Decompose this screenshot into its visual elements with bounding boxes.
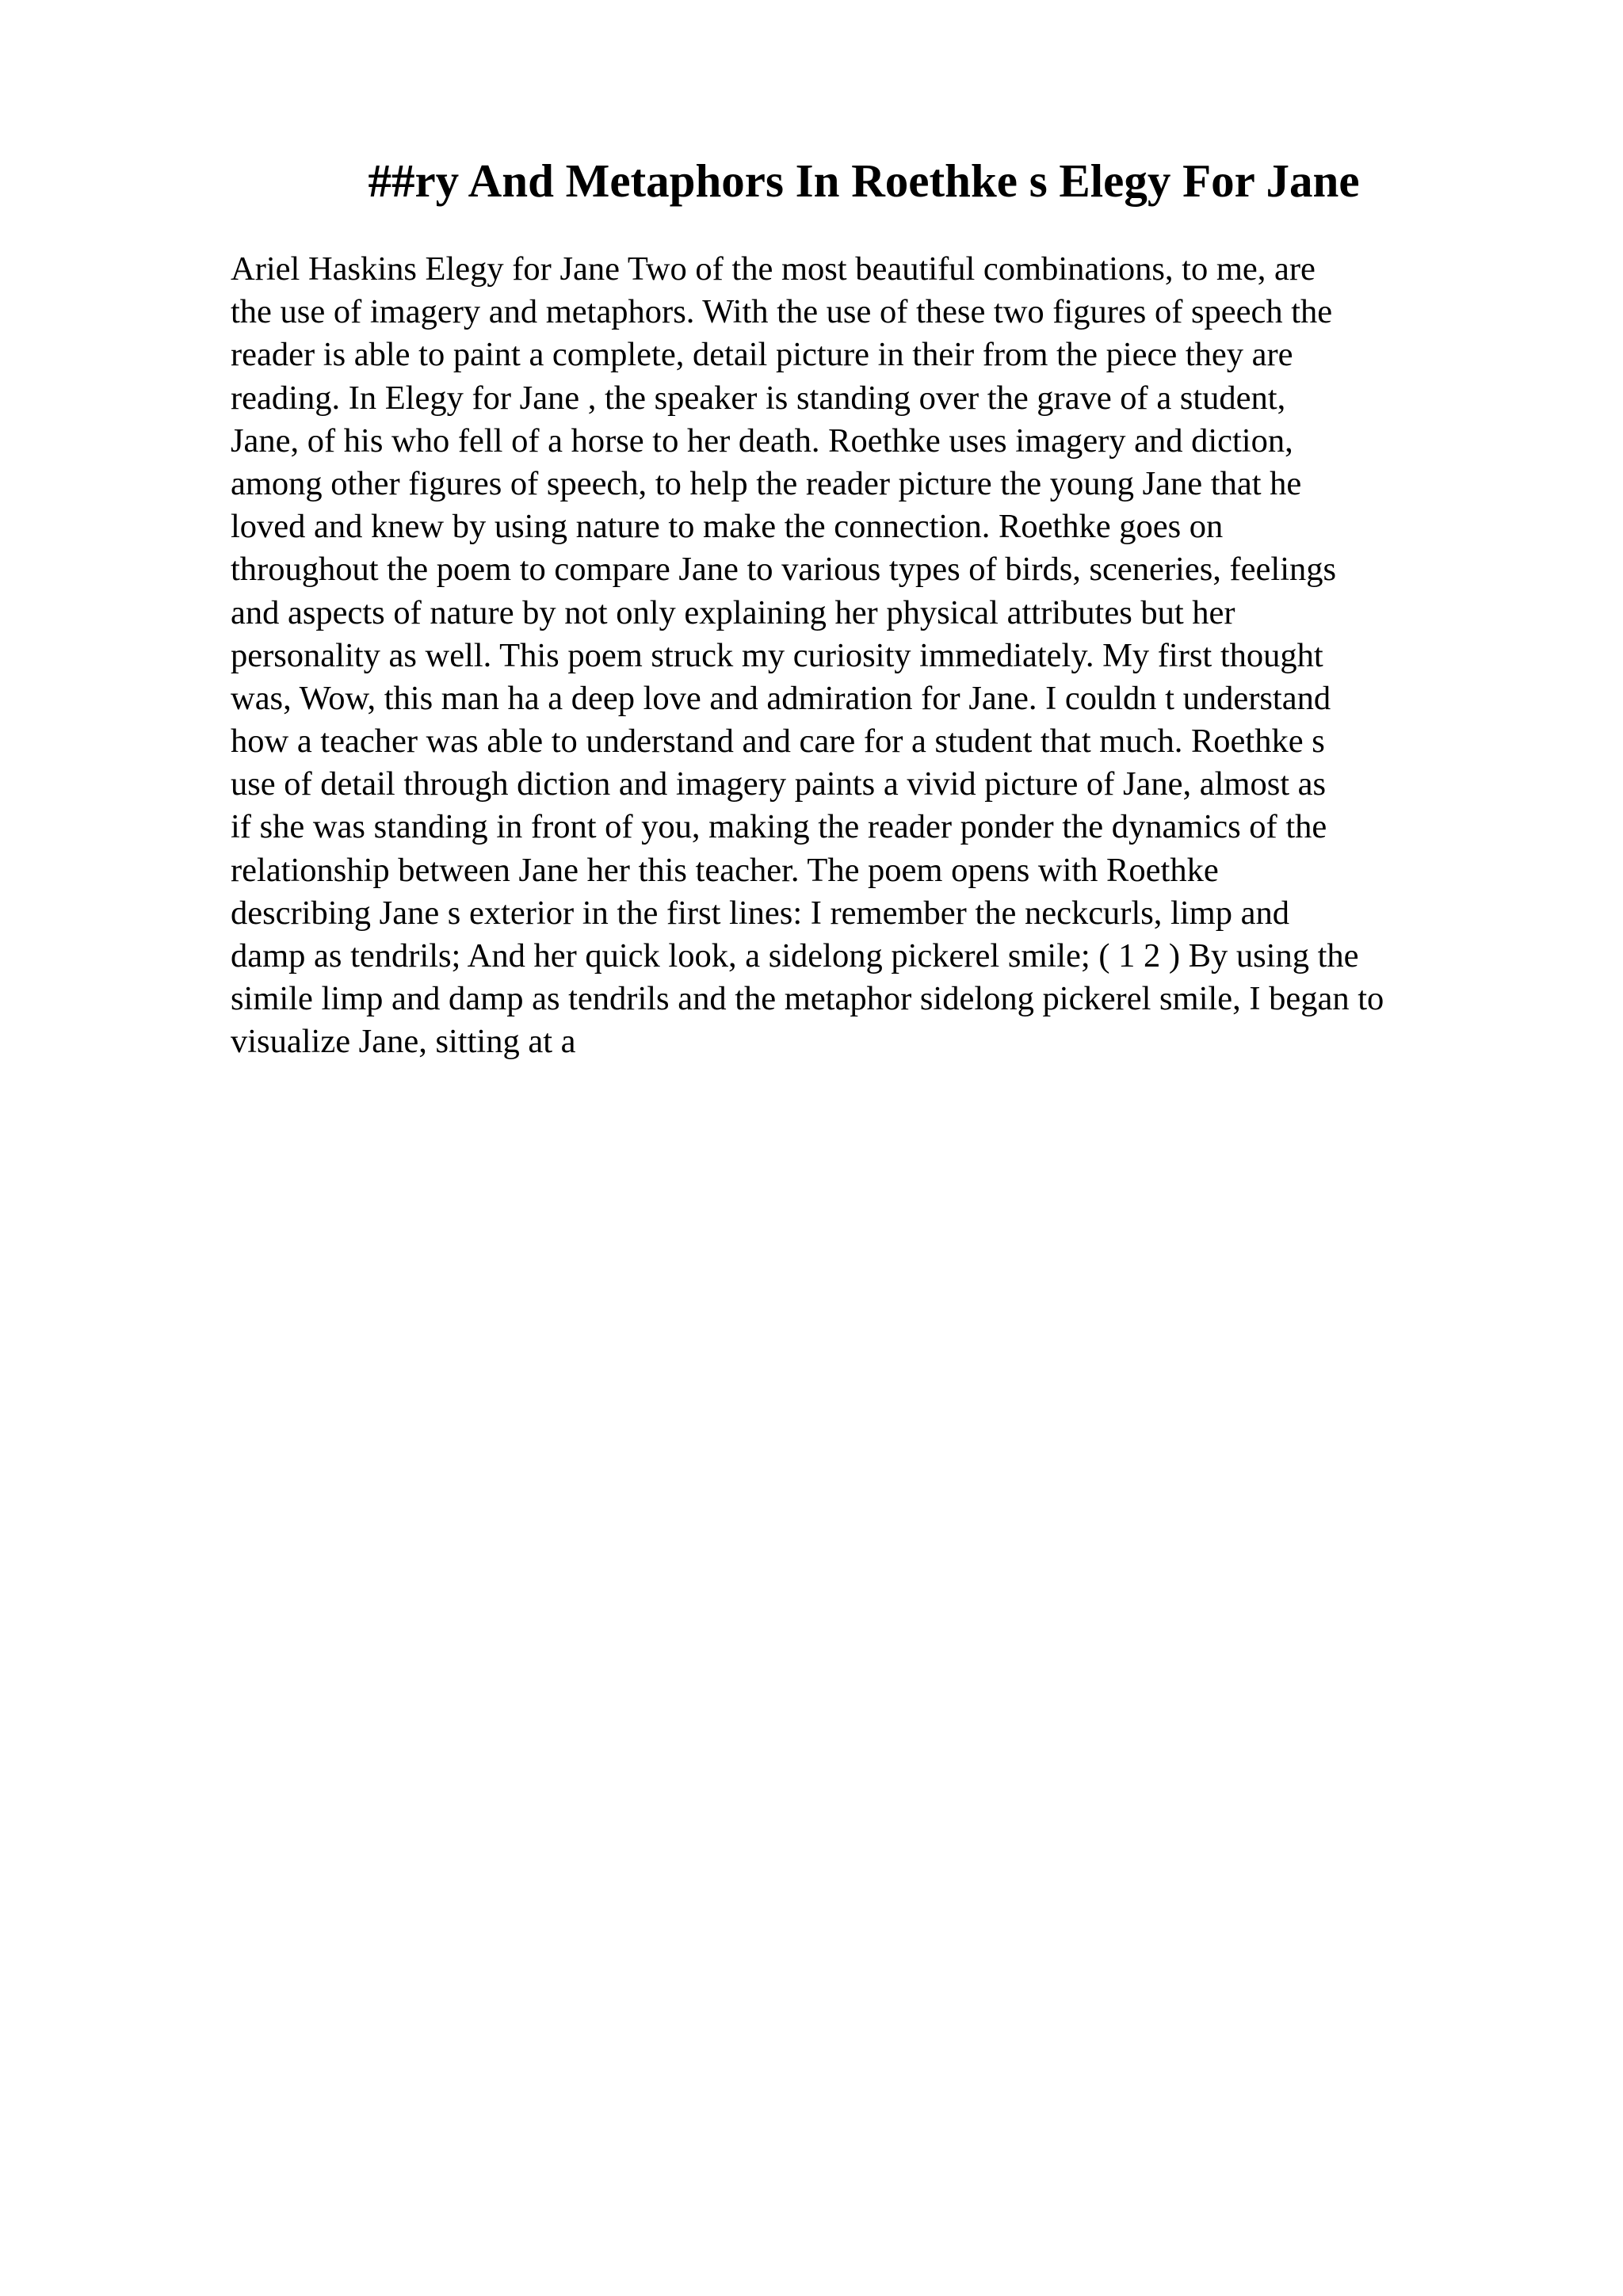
text-line: Ariel Haskins Elegy for Jane Two of the most beautiful combinations, to me, are xyxy=(231,250,1316,288)
text-line: Jane, of his who fell of a horse to her death. Roethke uses imagery and diction, xyxy=(231,421,1293,460)
text-line: use of detail through diction and imagery paints a vivid picture of Jane, almost as xyxy=(231,765,1327,803)
text-line: was, Wow, this man ha a deep love and admiration for Jane. I couldn t understand xyxy=(231,679,1331,717)
text-line: throughout the poem to compare Jane to various types of birds, sceneries, feelings xyxy=(231,551,1337,589)
text-line: among other figures of speech, to help the reader picture the young Jane that he xyxy=(231,464,1302,502)
text-line: reading. In Elegy for Jane , the speaker is standing over the grave of a student, xyxy=(231,379,1286,417)
essay-body xyxy=(231,248,1514,1064)
text-line: how a teacher was able to understand and care for a student that much. Roethke s xyxy=(231,723,1325,761)
text-line: damp as tendrils; And her quick look, a sidelong pickerel smile; ( 1 2 ) By using the xyxy=(231,937,1359,974)
text-line: visualize Jane, sitting at a xyxy=(231,1023,576,1061)
text-line: simile limp and damp as tendrils and the metaphor sidelong pickerel smile, I began to xyxy=(231,980,1384,1018)
text-line: relationship between Jane her this teacher. The poem opens with Roethke xyxy=(231,851,1219,889)
text-line: if she was standing in front of you, making the reader ponder the dynamics of the xyxy=(231,808,1327,846)
text-line: describing Jane s exterior in the first lines: I remember the neckcurls, limp and xyxy=(231,894,1289,932)
text-line: reader is able to paint a complete, detail picture in their from the piece they are xyxy=(231,336,1293,374)
text-line: and aspects of nature by not only explaining her physical attributes but her xyxy=(231,593,1235,631)
document-title: ##ry And Metaphors In Roethke s Elegy For Jane xyxy=(368,154,1360,207)
text-line: loved and knew by using nature to make the connection. Roethke goes on xyxy=(231,508,1224,546)
text-line: the use of imagery and metaphors. With the use of these two figures of speech the xyxy=(231,293,1333,331)
text-line: personality as well. This poem struck my curiosity immediately. My first thought xyxy=(231,636,1323,674)
